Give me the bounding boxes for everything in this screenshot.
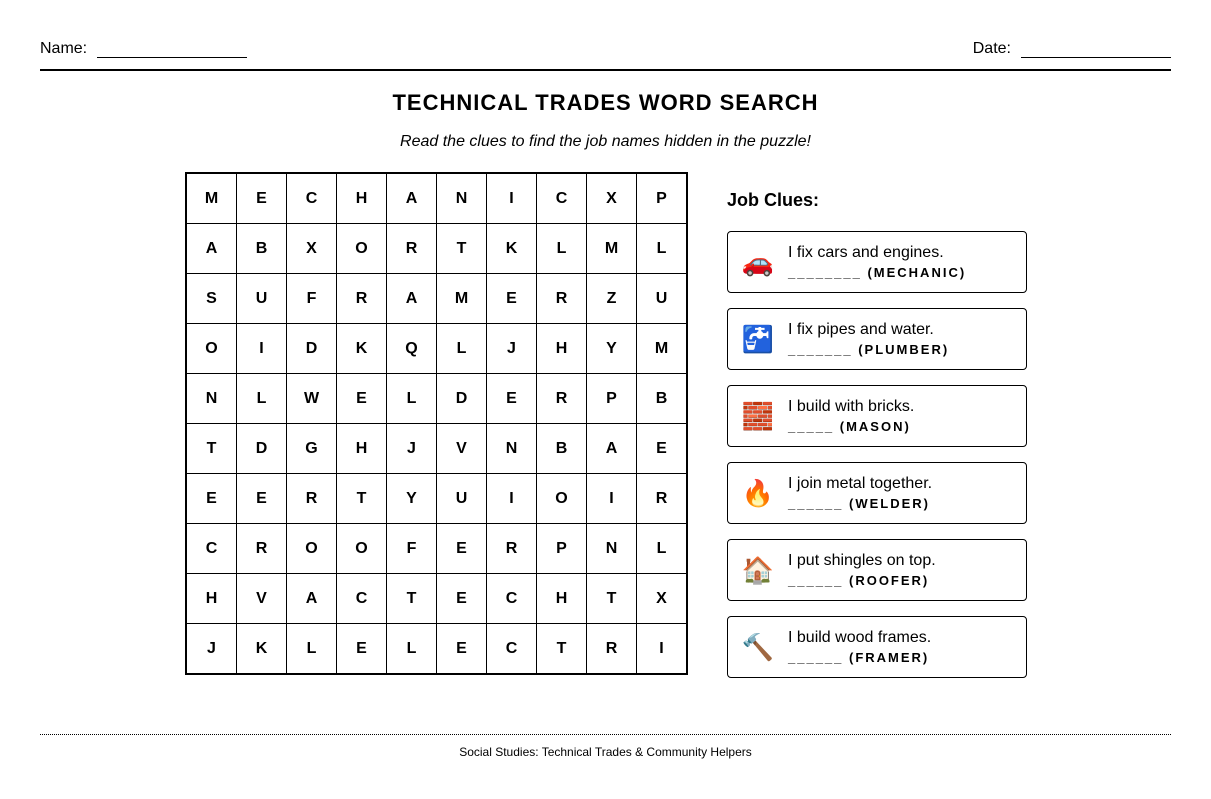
grid-cell[interactable]: G <box>287 424 337 474</box>
grid-cell[interactable]: H <box>537 324 587 374</box>
grid-cell[interactable]: N <box>487 424 537 474</box>
grid-cell[interactable]: C <box>186 524 237 574</box>
grid-cell[interactable]: A <box>287 574 337 624</box>
bricks-icon: 🧱 <box>741 401 775 431</box>
grid-cell[interactable]: L <box>637 224 688 274</box>
clue-card <box>727 462 1027 524</box>
grid-cell[interactable]: Q <box>387 324 437 374</box>
grid-cell[interactable]: L <box>437 324 487 374</box>
grid-cell[interactable]: L <box>387 374 437 424</box>
fire-icon: 🔥 <box>741 478 775 508</box>
grid-cell[interactable]: J <box>487 324 537 374</box>
header <box>40 36 1171 71</box>
clue-card <box>727 616 1027 678</box>
grid-cell[interactable]: L <box>287 624 337 675</box>
clue-question: I build with bricks. <box>788 398 915 415</box>
grid-cell[interactable]: T <box>186 424 237 474</box>
grid-cell[interactable]: D <box>437 374 487 424</box>
grid-cell[interactable]: S <box>186 274 237 324</box>
grid-cell[interactable]: C <box>537 173 587 224</box>
house-icon: 🏠 <box>741 555 775 585</box>
grid-cell[interactable]: O <box>186 324 237 374</box>
grid-cell[interactable]: U <box>637 274 688 324</box>
date-blank-line[interactable] <box>1021 43 1171 58</box>
footer: Social Studies: Technical Trades & Community Helpers <box>40 734 1171 759</box>
grid-cell[interactable]: M <box>587 224 637 274</box>
car-icon: 🚗 <box>741 247 775 277</box>
grid-cell[interactable]: E <box>186 474 237 524</box>
grid-cell[interactable]: R <box>337 274 387 324</box>
grid-cell[interactable]: I <box>487 474 537 524</box>
grid-cell[interactable]: P <box>637 173 688 224</box>
grid-cell[interactable]: H <box>186 574 237 624</box>
grid-cell[interactable]: I <box>237 324 287 374</box>
grid-cell[interactable]: L <box>537 224 587 274</box>
grid-cell[interactable]: X <box>587 173 637 224</box>
grid-cell[interactable]: O <box>537 474 587 524</box>
grid-cell[interactable]: N <box>587 524 637 574</box>
grid-cell[interactable]: R <box>287 474 337 524</box>
date-field <box>973 40 1171 58</box>
name-blank-line[interactable] <box>97 43 247 58</box>
grid-cell[interactable]: C <box>337 574 387 624</box>
grid-cell[interactable]: E <box>437 574 487 624</box>
grid-cell[interactable]: Y <box>587 324 637 374</box>
grid-row <box>186 424 687 474</box>
grid-row <box>186 274 687 324</box>
grid-cell[interactable]: V <box>237 574 287 624</box>
grid-cell[interactable]: R <box>537 374 587 424</box>
grid-cell[interactable]: B <box>637 374 688 424</box>
grid-cell[interactable]: B <box>537 424 587 474</box>
grid-cell[interactable]: E <box>637 424 688 474</box>
clue-card <box>727 231 1027 293</box>
grid-cell[interactable]: T <box>537 624 587 675</box>
grid-cell[interactable]: P <box>537 524 587 574</box>
grid-cell[interactable]: D <box>287 324 337 374</box>
grid-cell[interactable]: T <box>387 574 437 624</box>
grid-cell[interactable]: C <box>487 624 537 675</box>
grid-cell[interactable]: O <box>337 224 387 274</box>
clue-card <box>727 308 1027 370</box>
grid-cell[interactable]: U <box>437 474 487 524</box>
page-subtitle: Read the clues to find the job names hidden in the puzzle! <box>400 133 811 150</box>
grid-cell[interactable]: H <box>337 424 387 474</box>
grid-cell[interactable]: E <box>337 624 387 675</box>
grid-cell[interactable]: O <box>337 524 387 574</box>
grid-cell[interactable]: E <box>437 524 487 574</box>
grid-cell[interactable]: R <box>587 624 637 675</box>
grid-row <box>186 224 687 274</box>
clue-answer: ______ (ROOFER) <box>788 573 930 588</box>
grid-cell[interactable]: I <box>487 173 537 224</box>
grid-cell[interactable]: M <box>437 274 487 324</box>
page-title: TECHNICAL TRADES WORD SEARCH <box>392 90 819 115</box>
grid-row <box>186 624 687 675</box>
clue-question: I fix cars and engines. <box>788 244 944 261</box>
grid-cell[interactable]: K <box>487 224 537 274</box>
grid-cell[interactable]: A <box>587 424 637 474</box>
grid-cell[interactable]: C <box>487 574 537 624</box>
grid-cell[interactable]: T <box>337 474 387 524</box>
grid-cell[interactable]: E <box>487 374 537 424</box>
grid-cell[interactable]: A <box>186 224 237 274</box>
grid-cell[interactable]: M <box>637 324 688 374</box>
grid-row <box>186 173 687 224</box>
clue-answer: ________ (MECHANIC) <box>788 265 967 280</box>
word-search-grid <box>185 172 688 675</box>
grid-cell[interactable]: I <box>637 624 688 675</box>
grid-cell[interactable]: K <box>337 324 387 374</box>
grid-cell[interactable]: E <box>237 173 287 224</box>
grid-row <box>186 374 687 424</box>
grid-cell[interactable]: U <box>237 274 287 324</box>
grid-cell[interactable]: T <box>587 574 637 624</box>
grid-cell[interactable]: E <box>237 474 287 524</box>
grid-cell[interactable]: L <box>237 374 287 424</box>
grid-cell[interactable]: X <box>637 574 688 624</box>
grid-cell[interactable]: A <box>387 173 437 224</box>
grid-cell[interactable]: H <box>537 574 587 624</box>
grid-cell[interactable]: C <box>287 173 337 224</box>
clue-question: I fix pipes and water. <box>788 321 934 338</box>
grid-cell[interactable]: E <box>337 374 387 424</box>
hammer-icon: 🔨 <box>741 632 775 662</box>
grid-cell[interactable]: R <box>487 524 537 574</box>
clue-answer: _____ (MASON) <box>788 419 911 434</box>
grid-cell[interactable]: R <box>537 274 587 324</box>
clue-answer: ______ (FRAMER) <box>788 650 930 665</box>
grid-cell[interactable]: N <box>437 173 487 224</box>
grid-row <box>186 574 687 624</box>
clues-heading: Job Clues: <box>727 190 820 210</box>
clue-question: I join metal together. <box>788 475 933 492</box>
grid-cell[interactable]: V <box>437 424 487 474</box>
grid-cell[interactable]: Y <box>387 474 437 524</box>
grid-cell[interactable]: M <box>186 173 237 224</box>
grid-cell[interactable]: X <box>287 224 337 274</box>
grid-cell[interactable]: Z <box>587 274 637 324</box>
clue-answer: ______ (WELDER) <box>788 496 930 511</box>
grid-cell[interactable]: J <box>186 624 237 675</box>
clue-question: I put shingles on top. <box>788 552 936 569</box>
grid-cell[interactable]: E <box>487 274 537 324</box>
grid-cell[interactable]: E <box>437 624 487 675</box>
grid-row <box>186 524 687 574</box>
grid-cell[interactable]: J <box>387 424 437 474</box>
grid-cell[interactable]: L <box>387 624 437 675</box>
date-label: Date: <box>972 40 1011 57</box>
clue-question: I build wood frames. <box>788 629 932 646</box>
grid-cell[interactable]: R <box>237 524 287 574</box>
grid-cell[interactable]: L <box>637 524 688 574</box>
grid-cell[interactable]: A <box>387 274 437 324</box>
grid-cell[interactable]: R <box>637 474 688 524</box>
grid-cell[interactable]: P <box>587 374 637 424</box>
grid-row <box>186 474 687 524</box>
name-label: Name: <box>40 40 88 57</box>
clues-panel <box>727 190 1027 693</box>
grid-cell[interactable]: I <box>587 474 637 524</box>
grid-row <box>186 324 687 374</box>
clue-answer: _______ (PLUMBER) <box>788 342 950 357</box>
grid-cell[interactable]: H <box>337 173 387 224</box>
faucet-icon: 🚰 <box>741 324 775 354</box>
clue-card <box>727 385 1027 447</box>
grid-cell[interactable]: K <box>237 624 287 675</box>
clue-card <box>727 539 1027 601</box>
grid-cell[interactable]: T <box>437 224 487 274</box>
name-field <box>40 40 247 58</box>
grid-cell[interactable]: O <box>287 524 337 574</box>
grid-cell[interactable]: F <box>287 274 337 324</box>
grid-cell[interactable]: F <box>387 524 437 574</box>
grid-cell[interactable]: R <box>387 224 437 274</box>
grid-cell[interactable]: N <box>186 374 237 424</box>
grid-cell[interactable]: D <box>237 424 287 474</box>
grid-cell[interactable]: B <box>237 224 287 274</box>
grid-cell[interactable]: W <box>287 374 337 424</box>
